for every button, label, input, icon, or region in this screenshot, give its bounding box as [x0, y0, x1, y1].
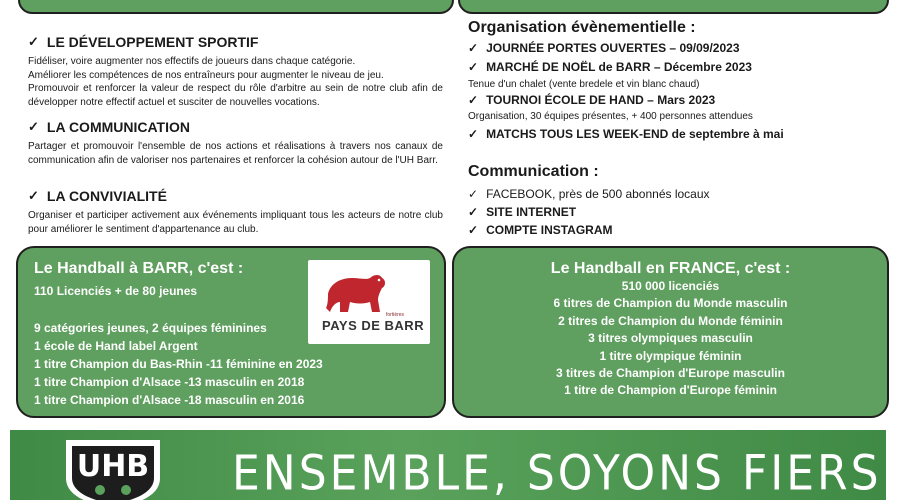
event-note: Tenue d'un chalet (vente bredele et vin blanc chaud) [468, 79, 700, 90]
event-item [468, 127, 784, 141]
communication-item [468, 205, 576, 219]
event-item [468, 93, 715, 107]
barr-stat-line: 110 Licenciés + de 80 jeunes [34, 284, 198, 298]
communication-item [468, 223, 613, 237]
logo-small-text: fortières [386, 312, 405, 318]
top-left-panel-edge [18, 0, 454, 14]
dev-p2: Améliorer les compétences de nos entraîneurs pour augmenter le niveau de jeu. [28, 69, 384, 81]
barr-stat-line: 1 titre Champion d'Alsace -18 masculin en 2016 [34, 393, 305, 407]
check-icon: ✓ [468, 187, 479, 201]
conv-paragraph: Organiser et participer activement aux événements impliquant tous les acteurs de notre club pour améliorer le sentiment d'appartenance au club. [28, 210, 443, 235]
france-stat-line: 3 titres olympiques masculin [588, 331, 753, 346]
communication-title: Communication : [468, 163, 599, 180]
dev-p1: Fidéliser, voire augmenter nos effectifs de joueurs dans chaque catégorie. [28, 56, 356, 67]
france-stat-line: 6 titres de Champion du Monde masculin [553, 296, 788, 311]
check-icon: ✓ [28, 188, 39, 203]
event-label: TOURNOI ÉCOLE DE HAND – Mars 2023 [486, 93, 716, 107]
event-item [468, 41, 740, 55]
slogan-text: ENSEMBLE, SOYONS FIERS [232, 445, 882, 500]
event-label: MATCHS TOUS LES WEEK-END de septembre à mai [486, 127, 784, 141]
check-icon: ✓ [468, 60, 479, 74]
dev-heading [28, 34, 259, 50]
event-item [468, 60, 752, 74]
barr-stat-line: 9 catégories jeunes, 2 équipes féminines [34, 321, 267, 335]
check-icon: ✓ [468, 205, 479, 219]
barr-stat-line: 1 titre Champion du Bas-Rhin -11 féminine en 2023 [34, 357, 323, 371]
barr-stats-box [16, 246, 446, 418]
dev-p3: Promouvoir et renforcer la valeur de respect du rôle d'arbitre au sein de notre club afin de développer notre effectif actuel et susciter de nouvelles vocations. [28, 83, 443, 108]
event-label: JOURNÉE PORTES OUVERTES – 09/09/2023 [486, 41, 740, 55]
check-icon: ✓ [28, 34, 39, 49]
france-stat-line: 1 titre olympique féminin [599, 348, 742, 363]
org-title: Organisation évènementielle : [468, 19, 696, 36]
com-heading [28, 119, 190, 135]
check-icon: ✓ [468, 41, 479, 55]
top-right-panel-edge [458, 0, 889, 14]
check-icon: ✓ [468, 127, 479, 141]
france-stat-list [454, 278, 887, 400]
check-icon: ✓ [468, 93, 479, 107]
event-label: MARCHÉ DE NOËL de BARR – Décembre 2023 [486, 60, 752, 74]
conv-title: LA CONVIVIALITÉ [46, 188, 167, 204]
france-stat-line: 1 titre de Champion d'Europe féminin [564, 383, 777, 398]
barr-stat-line: 1 titre Champion d'Alsace -13 masculin en 2018 [34, 375, 305, 389]
communication-label: FACEBOOK, près de 500 abonnés locaux [486, 187, 710, 201]
barr-stat-line: 1 école de Hand label Argent [34, 339, 198, 353]
communication-label: COMPTE INSTAGRAM [486, 223, 613, 237]
check-icon: ✓ [28, 119, 39, 134]
uhb-logo-text: UHB [76, 449, 150, 484]
com-title: LA COMMUNICATION [46, 119, 190, 135]
check-icon: ✓ [468, 223, 479, 237]
france-stats-box [452, 246, 889, 418]
bear-icon [324, 268, 388, 314]
conv-heading [28, 188, 167, 204]
logo-text: PAYS DE BARR [322, 318, 425, 333]
france-stat-line: 510 000 licenciés [621, 279, 720, 293]
france-stat-line: 3 titres de Champion d'Europe masculin [556, 366, 785, 381]
uhb-logo [58, 438, 168, 500]
event-note: Organisation, 30 équipes présentes, + 400 personnes attendues [468, 111, 753, 122]
slogan-banner [10, 430, 886, 500]
com-paragraph: Partager et promouvoir l'ensemble de nos actions et réalisations à travers nos canaux de communication afin de valoriser nos partenaires et renforcer la cohésion autour de l'UH Barr. [28, 141, 443, 166]
communication-label: SITE INTERNET [486, 205, 577, 219]
france-stat-line: 2 titres de Champion du Monde féminin [558, 313, 783, 328]
pays-de-barr-logo [308, 260, 430, 344]
dev-title: LE DÉVELOPPEMENT SPORTIF [46, 34, 259, 50]
barr-box-title: Le Handball à BARR, c'est : [34, 260, 244, 277]
dev-paragraph [28, 55, 443, 109]
communication-item [468, 187, 710, 201]
france-box-title: Le Handball en FRANCE, c'est : [550, 260, 791, 277]
